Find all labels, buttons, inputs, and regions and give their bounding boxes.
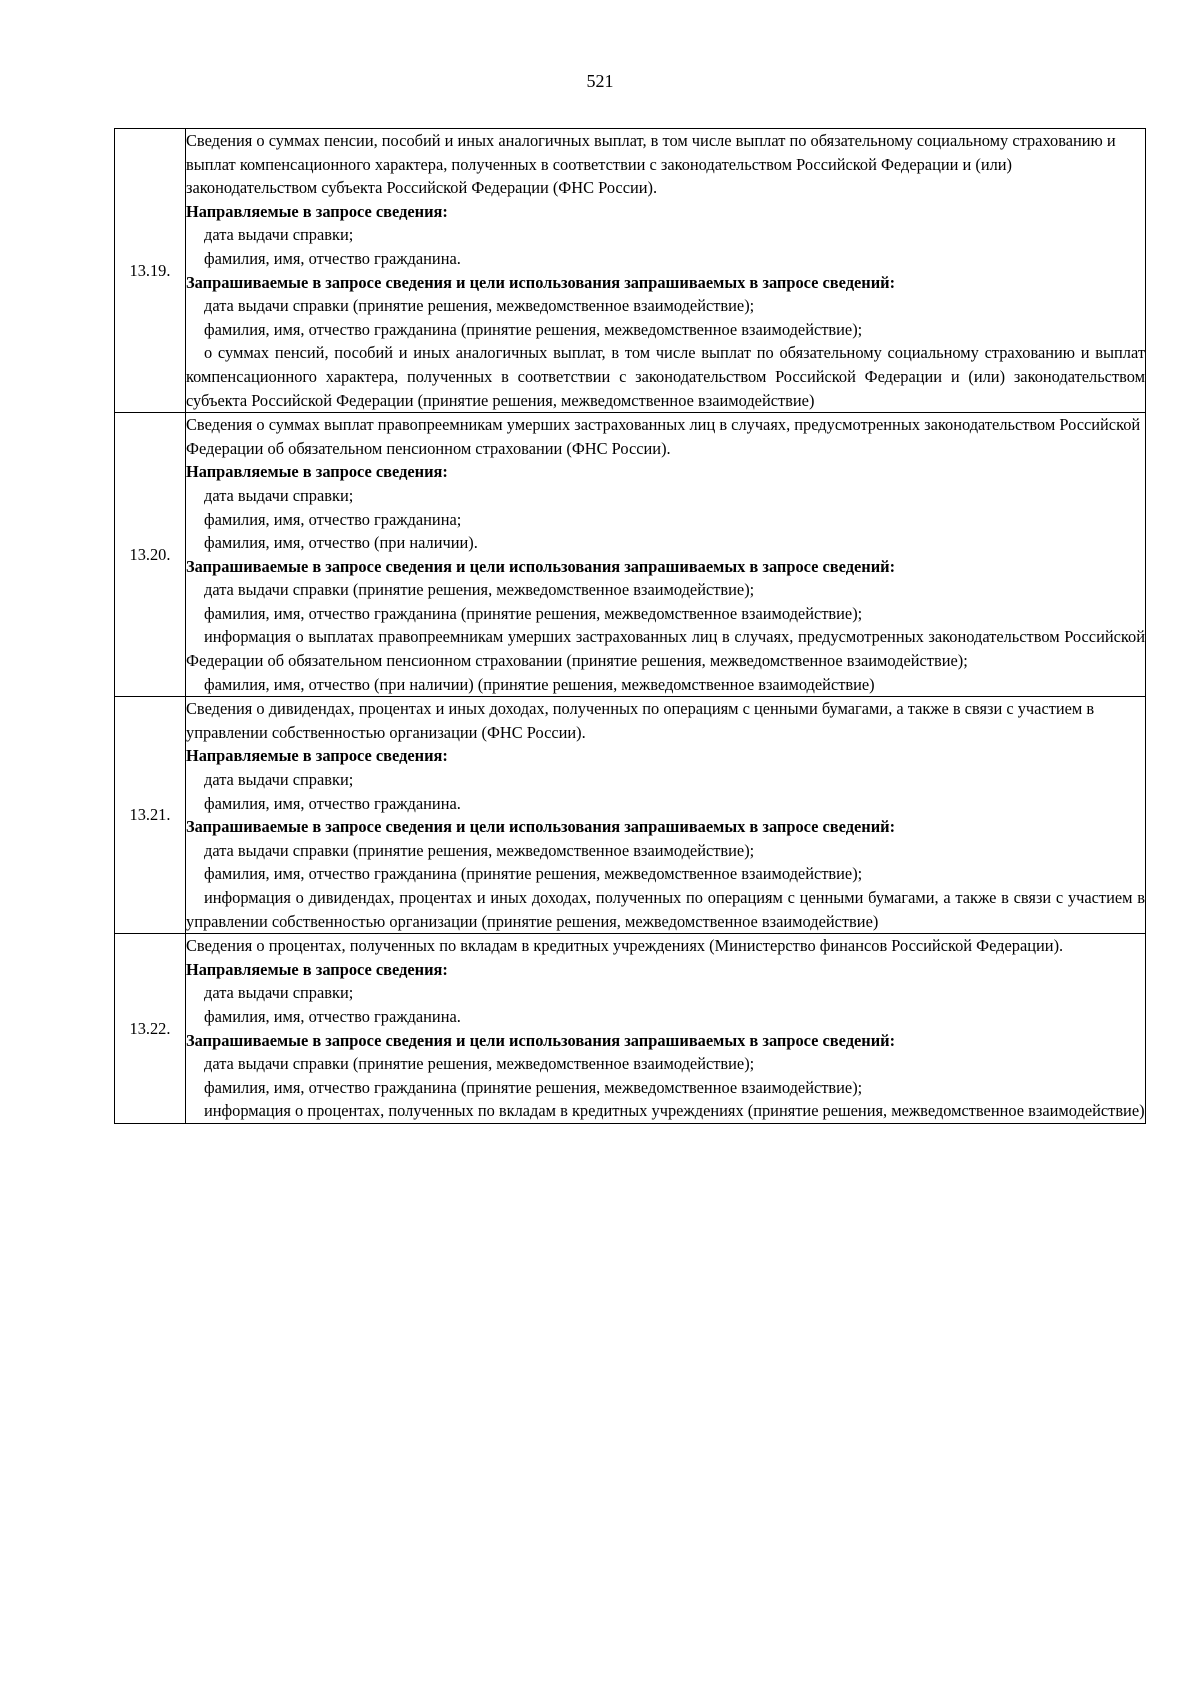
requested-item: дата выдачи справки (принятие решения, межведомственное взаимодействие); [204,296,755,316]
row-content [186,934,1146,1124]
requested-heading: Запрашиваемые в запросе сведения и цели использования запрашиваемых в запросе сведений: [186,817,896,837]
row-number: 13.21. [115,697,186,934]
requested-heading: Запрашиваемые в запросе сведения и цели использования запрашиваемых в запросе сведений: [186,556,896,576]
row-title: Сведения о дивидендах, процентах и иных доходах, полученных по операциям с ценными бумагами, а также в связи с участием в управлении собственностью организации (ФНС России). [186,699,1095,742]
table-row [115,934,1146,1124]
sent-item: дата выдачи справки; [204,225,354,245]
requested-item: дата выдачи справки (принятие решения, межведомственное взаимодействие); [204,840,755,860]
sent-item: дата выдачи справки; [204,983,354,1003]
requested-item: фамилия, имя, отчество гражданина (принятие решения, межведомственное взаимодействие); [204,603,863,623]
requested-item: информация о дивидендах, процентах и иных доходах, полученных по операциям с ценными бумагами, а также в связи с участием в управлении собственностью организации (принятие решения, межведомственное взаимодействие) [186,888,1145,931]
row-number: 13.19. [115,129,186,413]
sent-item: фамилия, имя, отчество (при наличии). [204,533,478,553]
requested-item: фамилия, имя, отчество гражданина (принятие решения, межведомственное взаимодействие); [204,864,863,884]
table-row [115,129,1146,413]
requested-item: информация о выплатах правопреемникам умерших застрахованных лиц в случаях, предусмотренных законодательством Российской Федерации об обязательном пенсионном страховании (принятие решения, межведомственное взаимодействие); [186,627,1145,671]
sent-item: дата выдачи справки; [204,485,354,505]
row-title: Сведения о суммах выплат правопреемникам умерших застрахованных лиц в случаях, предусмотренных законодательством Российской Федерации об обязательном пенсионном страховании (ФНС России). [186,415,1141,458]
requested-item: дата выдачи справки (принятие решения, межведомственное взаимодействие); [204,580,755,600]
row-number: 13.20. [115,413,186,697]
row-title: Сведения о суммах пенсии, пособий и иных аналогичных выплат, в том числе выплат по обязательному социальному страхованию и выплат компенсационного характера, полученных в соответствии с законодательством Российской Федерации и (или) законодательством субъекта Российской Федерации (ФНС России). [186,131,1116,198]
row-content [186,129,1146,413]
requested-item: дата выдачи справки (принятие решения, межведомственное взаимодействие); [204,1054,755,1074]
requested-item: фамилия, имя, отчество гражданина (принятие решения, межведомственное взаимодействие); [204,1077,863,1097]
sent-item: фамилия, имя, отчество гражданина. [204,1006,461,1026]
row-title: Сведения о процентах, полученных по вкладам в кредитных учреждениях (Министерство финансов Российской Федерации). [186,936,1064,956]
requested-heading: Запрашиваемые в запросе сведения и цели использования запрашиваемых в запросе сведений: [186,272,896,292]
table-row [115,697,1146,934]
sent-item: фамилия, имя, отчество гражданина; [204,509,462,529]
requested-heading: Запрашиваемые в запросе сведения и цели использования запрашиваемых в запросе сведений: [186,1030,896,1050]
sent-item: фамилия, имя, отчество гражданина. [204,793,461,813]
row-content [186,697,1146,934]
requested-item: о суммах пенсий, пособий и иных аналогичных выплат, в том числе выплат по обязательному социальному страхованию и выплат компенсационного характера, полученных в соответствии с законодательством Российской Федерации и (или) законодательством субъекта Российской Федерации (принятие решения, межведомственное взаимодействие) [186,343,1145,410]
sent-heading: Направляемые в запросе сведения: [186,462,448,482]
page-number: 521 [586,71,614,91]
row-content [186,413,1146,697]
sent-heading: Направляемые в запросе сведения: [186,201,448,221]
table-row [115,413,1146,697]
row-number: 13.22. [115,934,186,1124]
requested-item: фамилия, имя, отчество гражданина (принятие решения, межведомственное взаимодействие); [204,319,863,339]
requested-item: фамилия, имя, отчество (при наличии) (принятие решения, межведомственное взаимодействие) [204,674,875,694]
sent-item: дата выдачи справки; [204,770,354,790]
sent-heading: Направляемые в запросе сведения: [186,746,448,766]
services-table [114,128,1146,1124]
sent-item: фамилия, имя, отчество гражданина. [204,248,461,268]
requested-item: информация о процентах, полученных по вкладам в кредитных учреждениях (принятие решения, межведомственное взаимодействие) [204,1101,1145,1121]
sent-heading: Направляемые в запросе сведения: [186,959,448,979]
